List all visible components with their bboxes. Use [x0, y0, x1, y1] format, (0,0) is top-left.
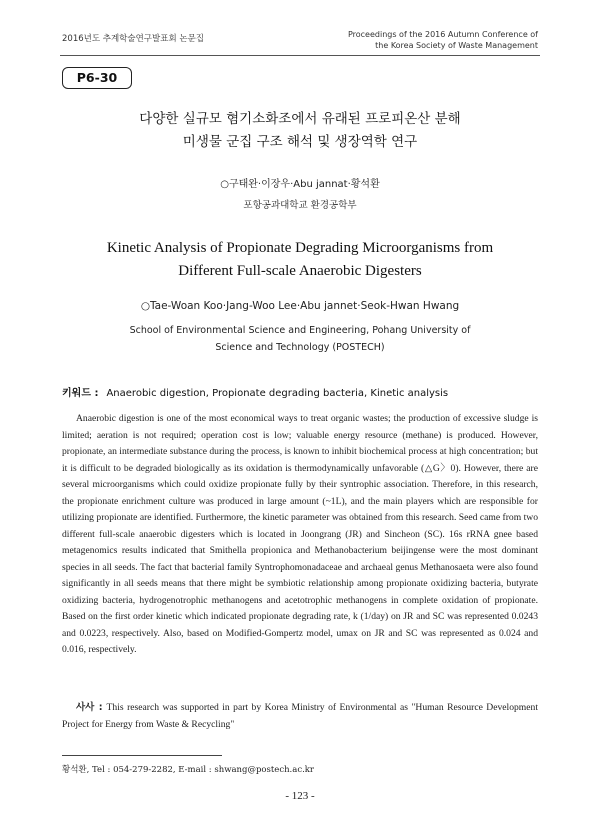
- english-affiliation-line1: School of Environmental Science and Engineering, Pohang University of: [129, 325, 471, 336]
- english-affiliation-line2: Science and Technology (POSTECH): [215, 342, 385, 353]
- korean-title: [60, 108, 540, 154]
- english-title-line2: Different Full-scale Anaerobic Digesters: [178, 263, 422, 279]
- english-affiliation: [100, 322, 500, 356]
- running-header-right-line1: Proceedings of the 2016 Autumn Conference of: [347, 30, 538, 39]
- keywords-text: Anaerobic digestion, Propionate degrading bacteria, Kinetic analysis: [106, 388, 449, 399]
- header-divider: [60, 55, 540, 56]
- keywords: [62, 384, 540, 399]
- english-title: [60, 237, 540, 283]
- english-title-line1: Kinetic Analysis of Propionate Degrading Microorganisms from: [106, 240, 494, 256]
- footnote-divider: [62, 755, 222, 756]
- korean-title-line1: 다양한 실규모 혐기소화조에서 유래된 프로피온산 분해: [139, 111, 461, 127]
- keywords-label: 키워드 :: [62, 388, 99, 399]
- acknowledgement: [62, 700, 538, 733]
- running-header-right-line2: the Korea Society of Waste Management: [375, 41, 538, 50]
- page-number: - 123 -: [285, 790, 315, 802]
- english-authors: ○Tae-Woan Koo·Jang-Woo Lee·Abu jannet·Seok-Hwan Hwang: [140, 300, 460, 312]
- korean-authors: ○구태완·이장우·Abu jannat·황석환: [220, 179, 380, 190]
- running-header-right: [298, 29, 538, 51]
- korean-title-line2: 미생물 군집 구조 해석 및 생장역학 연구: [182, 134, 418, 150]
- abstract-body: Anaerobic digestion is one of the most economical ways to treat organic wastes; the production of excessive sludge is limited; aeration is not required; operation cost is low; valuable energy resource (methane) is produced. However, propionate, an intermediate substance during the process, is known to inhibit biochemical process at high concentration; but it is difficult to be degraded biologically as its oxidation is thermodynamically unfavorable (△G〉0). However, there are several microorganisms which could oxidize propionate fully by their syntrophic association. Therefore, in this research, the propionate enrichment culture was produced in large amount (~1L), and the main players which are responsible for utilizing propionate are identified. Furthermore, the kinetic parameter was obtained from this research. Seed came from two different full-scale anaerobic digesters which is located in Joongrang (JR) and Sincheon (SC). 16s rRNA gnee based metagenomics results indicated that Smithella propionica and Methanobacterium beijingense were the most dominant species in all seeds. The fact that bacterial family Syntrophomonadaceae and archaeal genus Methanosaeta were also found significantly in all seeds means that there might be symbiotic relationship among propionate oxidizing bacteria, butyrate oxidizing bacteria, hydrogenotrophic methanogens and acetotrophic methanogens in complete oxidation of propionate. Based on the first order kinetic which indicated propionate degrading rate, k (1/day) on JR and SC was represented 0.0243 and 0.0223, respectively. Also, based on Modified-Gompertz model, umax on JR and SC was represented as 0.024 and 0.016, respectively.: [62, 413, 538, 655]
- paper-id-badge: P6-30: [62, 67, 132, 89]
- acknowledgement-text: This research was supported in part by Korea Ministry of Environmental as "Human Resource Development Project for Energy from Waste & Recycling": [62, 702, 538, 730]
- korean-affiliation: 포항공과대학교 환경공학부: [243, 200, 357, 211]
- corresponding-author-footnote: 황석환, Tel : 054-279-2282, E-mail : shwang@postech.ac.kr: [62, 765, 314, 775]
- acknowledgement-label: 사사 :: [76, 702, 103, 713]
- running-header-left: 2016년도 추계학술연구발표회 논문집: [62, 34, 204, 44]
